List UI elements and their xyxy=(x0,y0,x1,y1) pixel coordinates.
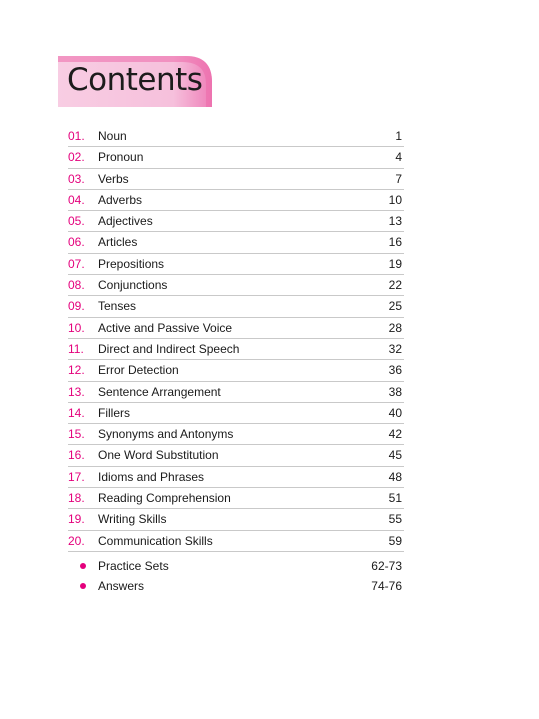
toc-row[interactable] xyxy=(68,318,404,339)
chapter-title: Prepositions xyxy=(98,256,165,271)
toc-row[interactable] xyxy=(68,169,404,190)
chapter-page-number: 36 xyxy=(388,363,402,378)
chapter-page-number: 22 xyxy=(388,278,402,293)
toc-row[interactable] xyxy=(68,488,404,509)
chapter-page-number: 19 xyxy=(388,256,402,271)
chapter-page-number: 59 xyxy=(388,533,402,548)
page-title: Contents xyxy=(67,62,203,98)
chapter-number: 14. xyxy=(68,405,85,420)
toc-row[interactable] xyxy=(68,467,404,488)
chapter-number: 11. xyxy=(68,341,84,356)
contents-title-banner xyxy=(58,56,212,107)
chapter-number: 20. xyxy=(68,533,85,548)
chapter-page-number: 40 xyxy=(388,405,402,420)
chapter-page-number: 45 xyxy=(388,448,402,463)
toc-row[interactable] xyxy=(68,509,404,530)
toc-row[interactable] xyxy=(68,403,404,424)
toc-row[interactable] xyxy=(68,382,404,403)
chapter-page-number: 13 xyxy=(388,214,402,229)
chapter-number: 03. xyxy=(68,171,85,186)
chapter-number: 06. xyxy=(68,235,85,250)
chapter-number: 10. xyxy=(68,320,85,335)
chapter-number: 13. xyxy=(68,384,85,399)
chapter-number: 19. xyxy=(68,512,85,527)
toc-row[interactable] xyxy=(68,254,404,275)
chapter-page-number: 38 xyxy=(388,384,402,399)
toc-row[interactable] xyxy=(68,275,404,296)
chapter-title: Verbs xyxy=(98,171,129,186)
toc-row[interactable] xyxy=(68,424,404,445)
chapter-number: 08. xyxy=(68,278,85,293)
chapter-title: Fillers xyxy=(98,405,130,420)
toc-row[interactable] xyxy=(68,339,404,360)
toc-extra-row[interactable] xyxy=(68,556,404,576)
extra-sections-list xyxy=(68,556,404,596)
chapter-title: Pronoun xyxy=(98,150,144,165)
toc-row[interactable] xyxy=(68,126,404,147)
chapter-number: 05. xyxy=(68,214,85,229)
chapter-page-number: 55 xyxy=(388,512,402,527)
chapter-title: Reading Comprehension xyxy=(98,491,231,506)
chapter-page-number: 48 xyxy=(388,469,402,484)
chapter-page-number: 1 xyxy=(395,129,402,143)
extra-page-range: 74-76 xyxy=(371,579,402,593)
chapter-title: Synonyms and Antonyms xyxy=(98,427,234,442)
toc-row[interactable] xyxy=(68,360,404,381)
toc-row[interactable] xyxy=(68,147,404,168)
toc-extra-row[interactable] xyxy=(68,576,404,596)
chapter-number: 17. xyxy=(68,469,85,484)
chapter-number: 04. xyxy=(68,192,85,207)
chapter-number: 07. xyxy=(68,256,85,271)
chapter-page-number: 32 xyxy=(388,341,402,356)
chapter-number: 09. xyxy=(68,299,85,314)
chapter-title: Noun xyxy=(98,129,127,143)
chapter-title: Conjunctions xyxy=(98,278,168,293)
chapter-number: 12. xyxy=(68,363,85,378)
chapter-page-number: 7 xyxy=(395,171,402,186)
chapter-page-number: 16 xyxy=(388,235,402,250)
chapter-title: Writing Skills xyxy=(98,512,167,527)
toc-row[interactable] xyxy=(68,445,404,466)
chapter-page-number: 4 xyxy=(395,150,402,165)
chapter-title: Idioms and Phrases xyxy=(98,469,205,484)
chapter-page-number: 42 xyxy=(388,427,402,442)
chapter-title: Sentence Arrangement xyxy=(98,384,221,399)
chapter-page-number: 51 xyxy=(388,491,402,506)
chapter-page-number: 25 xyxy=(388,299,402,314)
chapter-number: 02. xyxy=(68,150,85,165)
chapter-page-number: 10 xyxy=(388,192,402,207)
chapter-title: Error Detection xyxy=(98,363,179,378)
chapter-number: 15. xyxy=(68,427,85,442)
toc-row[interactable] xyxy=(68,296,404,317)
chapter-title: Communication Skills xyxy=(98,533,213,548)
chapter-title: Direct and Indirect Speech xyxy=(98,341,240,356)
extra-page-range: 62-73 xyxy=(371,559,402,573)
toc-row[interactable] xyxy=(68,531,404,552)
toc-row[interactable] xyxy=(68,232,404,253)
chapter-title: Tenses xyxy=(98,299,137,314)
chapter-number: 01. xyxy=(68,129,85,143)
extra-title: Answers xyxy=(98,579,145,593)
chapter-number: 18. xyxy=(68,491,85,506)
chapter-title: Active and Passive Voice xyxy=(98,320,233,335)
chapter-title: One Word Substitution xyxy=(98,448,219,463)
chapter-title: Adverbs xyxy=(98,192,143,207)
chapter-page-number: 28 xyxy=(388,320,402,335)
toc-row[interactable] xyxy=(68,190,404,211)
toc-row[interactable] xyxy=(68,211,404,232)
chapter-title: Articles xyxy=(98,235,138,250)
bullet-icon xyxy=(80,563,86,569)
chapter-title: Adjectives xyxy=(98,214,153,229)
extra-title: Practice Sets xyxy=(98,559,169,573)
bullet-icon xyxy=(80,583,86,589)
table-of-contents xyxy=(68,126,404,552)
chapter-number: 16. xyxy=(68,448,85,463)
